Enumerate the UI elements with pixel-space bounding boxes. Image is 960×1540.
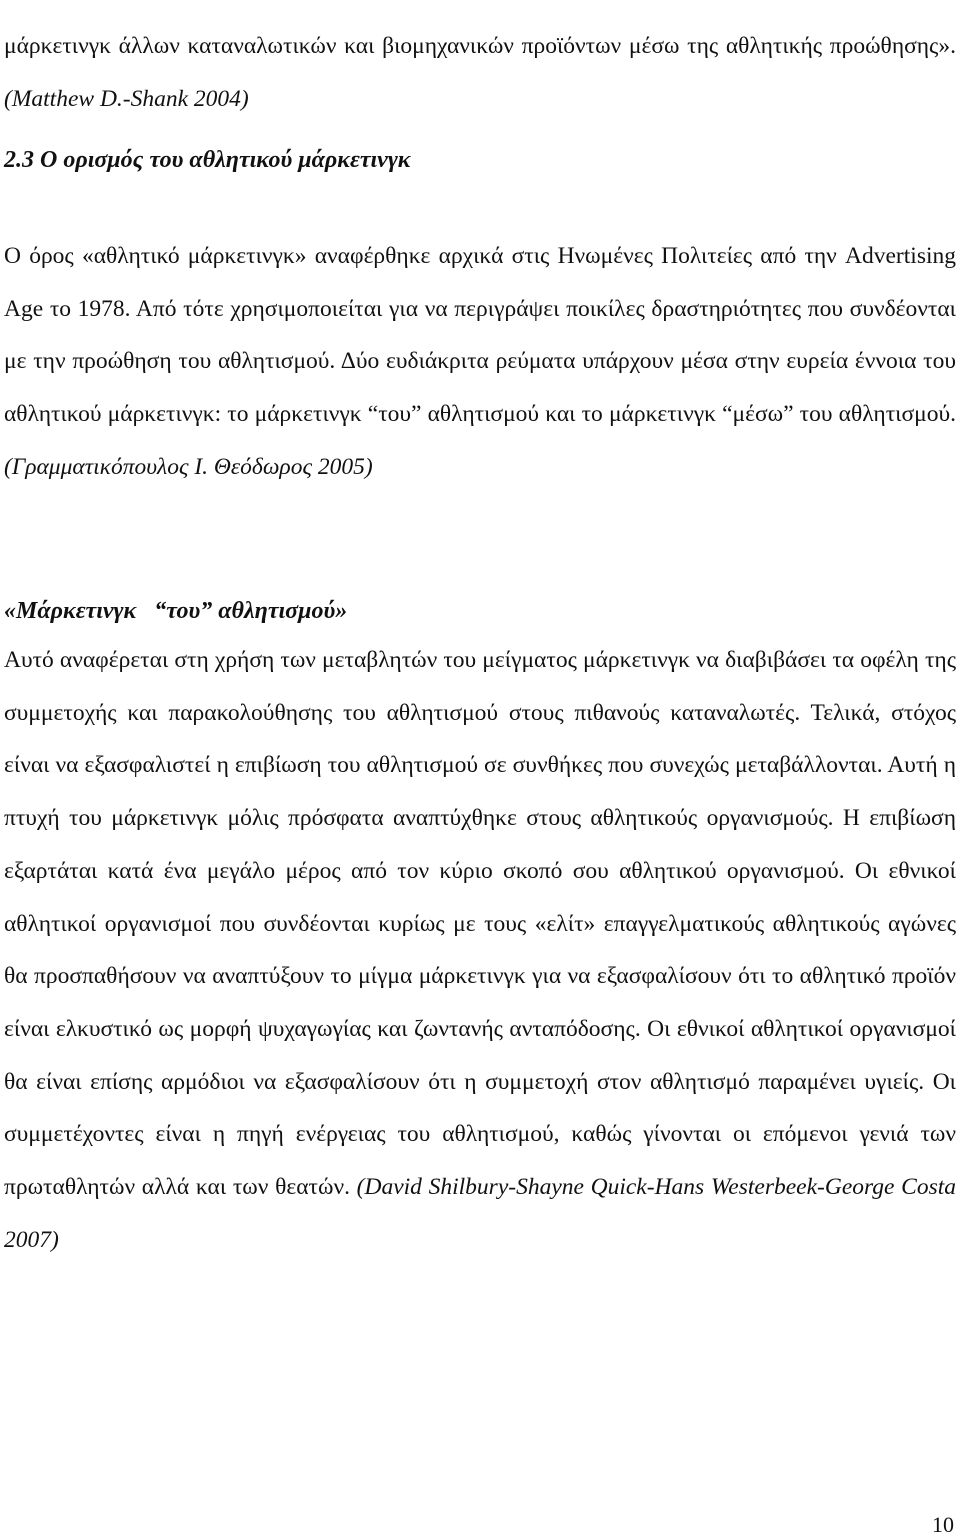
continuation-citation: (Matthew D.-Shank 2004)	[4, 85, 249, 112]
paragraph-2-citation: (David Shilbury-Shayne Quick-Hans Westerbeek-George Costa 2007)	[4, 1174, 956, 1253]
paragraph-2-text: Αυτό αναφέρεται στη χρήση των μεταβλητών του μείγματος μάρκετινγκ να διαβιβάσει τα οφέλη της συμμετοχής και παρακολούθησης του αθλητισμού στους πιθανούς καταναλωτές. Τελικά, στόχος είναι να εξασφαλιστεί η επιβίωση του αθλητισμού σε συνθήκες που συνεχώς μεταβάλλονται. Αυτή η πτυχή του μάρκετινγκ μόλις πρόσφατα αναπτύχθηκε στους αθλητικούς οργανισμούς. Η επιβίωση εξαρτάται κατά ένα μεγάλο μέρος από τον κύριο σκοπό σου αθλητικού οργανισμού. Οι εθνικοί αθλητικοί οργανισμοί που συνδέονται κυρίως με τους «ελίτ» επαγγελματικούς αθλητικούς αγώνες θα προσπαθήσουν να αναπτύξουν το μίγμα μάρκετινγκ για να εξασφαλίσουν ότι το αθλητικό προϊόν είναι ελκυστικό ως μορφή ψυχαγωγίας και ζωντανής ανταπόδοσης. Οι εθνικοί αθλητικοί οργανισμοί θα είναι επίσης αρμόδιοι να εξασφαλίσουν ότι η συμμετοχή στον αθλητισμό παραμένει υγιείς. Οι συμμετέχοντες είναι η πηγή ενέργειας του αθλητισμού, καθώς γίνονται οι επόμενοι γενιά των πρωταθλητών αλλά και των θεατών.	[4, 647, 956, 1201]
continuation-paragraph	[4, 20, 956, 125]
continuation-text: μάρκετινγκ άλλων καταναλωτικών και βιομηχανικών προϊόντων μέσω της αθλητικής προώθησης».	[4, 33, 956, 59]
paragraph-2	[4, 634, 956, 1266]
paragraph-1-citation: (Γραμματικόπουλος Ι. Θεόδωρος 2005)	[4, 453, 373, 480]
subheading: «Μάρκετινγκ “του” αθλητισμού»	[4, 598, 348, 624]
paragraph-1-text: Ο όρος «αθλητικό μάρκετινγκ» αναφέρθηκε αρχικά στις Ηνωμένες Πολιτείες από την Advertising Age το 1978. Από τότε χρησιμοποιείται για να περιγράψει ποικίλες δραστηριότητες που συνδέονται με την προώθηση του αθλητισμού. Δύο ευδιάκριτα ρεύματα υπάρχουν μέσα στην ευρεία έννοια του αθλητικού μάρκετινγκ: το μάρκετινγκ “του” αθλητισμού και το μάρκετινγκ “μέσω” του αθλητισμού.	[4, 243, 956, 428]
section-heading: 2.3 Ο ορισμός του αθλητικού μάρκετινγκ	[4, 147, 411, 173]
page-number: 10	[932, 1512, 954, 1537]
paragraph-1	[4, 230, 956, 494]
